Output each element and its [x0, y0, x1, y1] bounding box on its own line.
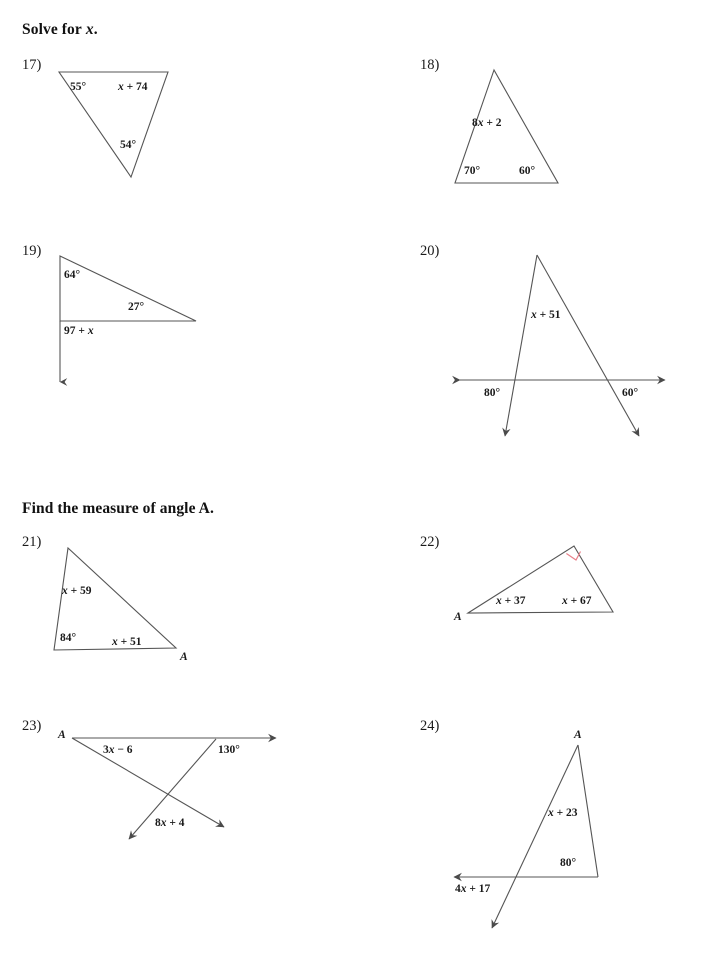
heading-variable-x: x: [85, 21, 94, 38]
angle-label-x-plus-23: x + 23: [548, 807, 578, 819]
ray-20-left: [505, 255, 537, 436]
angle-label-54: 54°: [120, 139, 137, 151]
angle-label-55: 55°: [70, 81, 87, 93]
ray-24-from-a-downleft: [492, 745, 578, 928]
vertex-label-a-21: A: [180, 651, 188, 663]
figure-17: [0, 0, 200, 200]
problem-number-22: 22): [420, 534, 440, 550]
figure-20: [400, 230, 700, 445]
angle-label-84: 84°: [60, 632, 77, 644]
angle-label-130: 130°: [218, 744, 240, 756]
ray-20-right: [537, 255, 639, 436]
figure-21-svg: [0, 520, 260, 680]
figure-23: [0, 700, 300, 880]
angle-label-80: 80°: [484, 387, 501, 399]
vertex-label-a-24: A: [574, 729, 582, 741]
section-heading-find-angle-a: Find the measure of angle A.: [22, 500, 214, 517]
angle-label-60: 60°: [622, 387, 639, 399]
angle-label-8x-plus-2: 8x + 2: [472, 117, 502, 129]
figure-22-svg: [400, 520, 680, 660]
angle-label-8x-plus-4: 8x + 4: [155, 817, 185, 829]
figure-23-svg: [0, 700, 300, 880]
vertex-label-a-22: A: [454, 611, 462, 623]
ray-23-from-a-diagonal: [72, 738, 224, 827]
angle-label-x-plus-74: x + 74: [118, 81, 148, 93]
problem-number-19: 19): [22, 243, 42, 259]
figure-18: [400, 0, 650, 220]
angle-label-80: 80°: [560, 857, 577, 869]
angle-label-x-plus-37: x + 37: [496, 595, 526, 607]
figure-24-svg: [400, 700, 700, 950]
angle-label-x-plus-67: x + 67: [562, 595, 592, 607]
figure-22: [400, 520, 680, 660]
vertex-label-a-23: A: [58, 729, 66, 741]
segment-24-right-side: [578, 745, 598, 877]
heading-text-solve: Solve for: [22, 21, 86, 38]
problem-number-17: 17): [22, 57, 42, 73]
figure-21: [0, 520, 260, 680]
figure-17-svg: [0, 0, 200, 200]
angle-label-x-plus-51: x + 51: [531, 309, 561, 321]
problem-number-23: 23): [22, 718, 42, 734]
problem-number-21: 21): [22, 534, 42, 550]
figure-24: [400, 700, 700, 950]
problem-number-24: 24): [420, 718, 440, 734]
angle-label-70: 70°: [464, 165, 481, 177]
angle-label-3x-minus-6: 3x − 6: [103, 744, 133, 756]
angle-label-60: 60°: [519, 165, 536, 177]
heading-period: .: [93, 21, 98, 38]
figure-20-svg: [400, 230, 700, 445]
figure-19-svg: [0, 230, 260, 410]
figure-18-svg: [400, 0, 650, 220]
figure-19: [0, 230, 260, 410]
angle-label-97-plus-x: 97 + x: [64, 325, 94, 337]
angle-label-4x-plus-17: 4x + 17: [455, 883, 491, 895]
angle-label-x-plus-59: x + 59: [62, 585, 92, 597]
problem-number-20: 20): [420, 243, 440, 259]
problem-number-18: 18): [420, 57, 440, 73]
angle-label-x-plus-51: x + 51: [112, 636, 142, 648]
angle-label-64: 64°: [64, 269, 81, 281]
angle-label-27: 27°: [128, 301, 145, 313]
